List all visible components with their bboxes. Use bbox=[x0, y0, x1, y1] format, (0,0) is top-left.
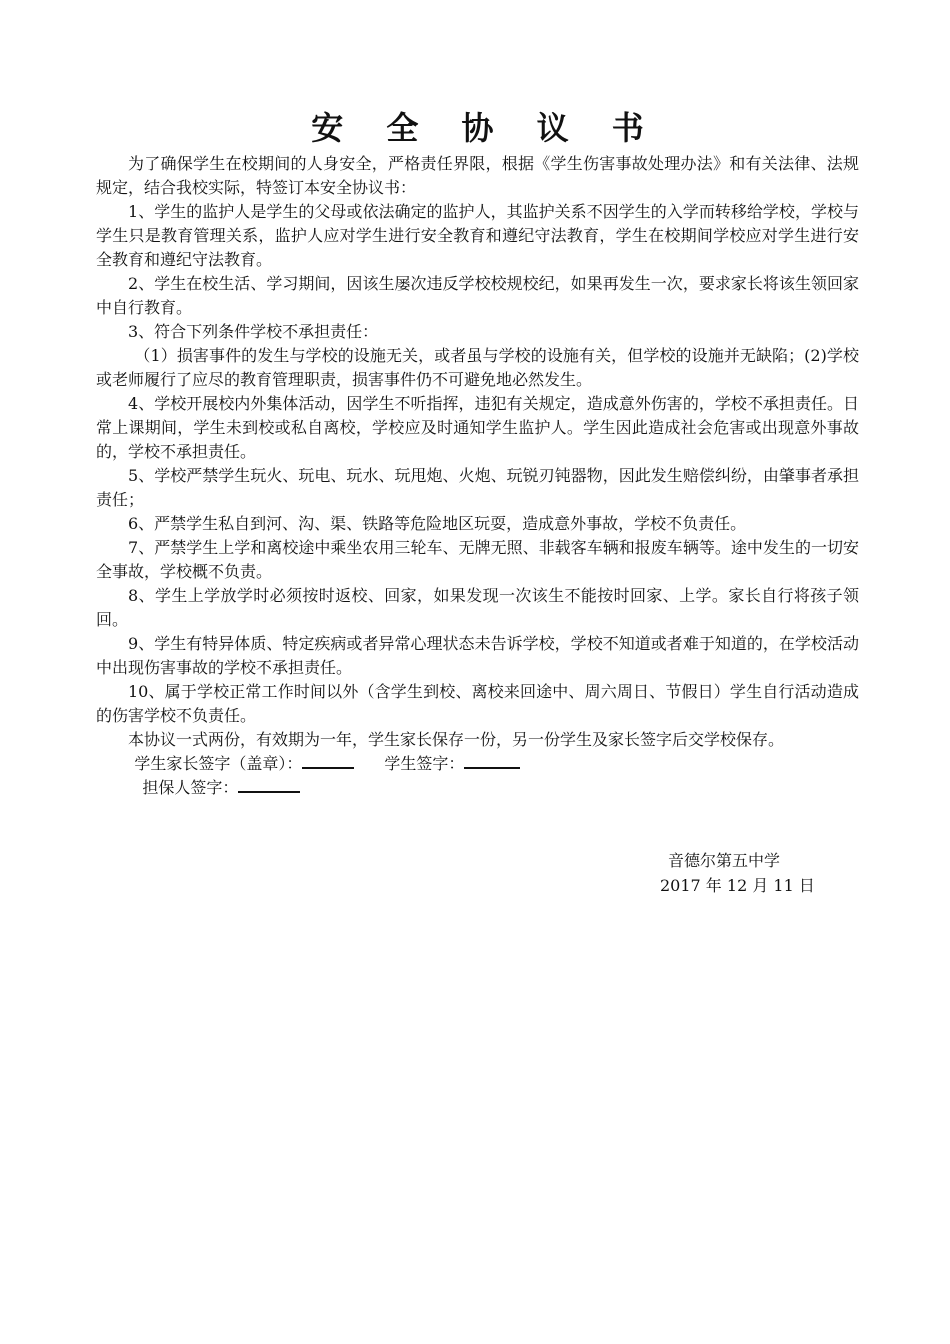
student-signature-blank bbox=[464, 753, 520, 769]
agreement-document bbox=[96, 106, 859, 800]
guarantor-row bbox=[96, 776, 859, 800]
clause-3: 3、符合下列条件学校不承担责任： bbox=[128, 322, 379, 341]
clause-8: 8、学生上学放学时必须按时返校、回家，如果发现一次该生不能按时回家、上学。家长自行将孩子领回。 bbox=[96, 586, 859, 629]
document-date: 2017 年 12 月 11 日 bbox=[660, 876, 815, 895]
clause-7: 7、严禁学生上学和离校途中乘坐农用三轮车、无牌无照、非载客车辆和报废车辆等。途中发生的一切安全事故，学校概不负责。 bbox=[96, 538, 859, 581]
guarantor-signature-blank bbox=[238, 777, 300, 793]
intro-paragraph: 为了确保学生在校期间的人身安全，严格责任界限，根据《学生伤害事故处理办法》和有关法律、法规规定，结合我校实际，特签订本安全协议书： bbox=[96, 154, 859, 197]
clause-4: 4、学校开展校内外集体活动，因学生不听指挥，违犯有关规定，造成意外伤害的，学校不承担责任。日常上课期间，学生未到校或私自离校，学校应及时通知学生监护人。学生因此造成社会危害或出现意外事故的，学校不承担责任。 bbox=[96, 394, 859, 461]
clause-1: 1、学生的监护人是学生的父母或依法确定的监护人，其监护关系不因学生的入学而转移给学校，学校与学生只是教育管理关系，监护人应对学生进行安全教育和遵纪守法教育，学生在校期间学校应对学生进行安全教育和遵纪守法教育。 bbox=[96, 202, 859, 269]
student-signature-label: 学生签字： bbox=[384, 754, 465, 773]
clause-6: 6、严禁学生私自到河、沟、渠、铁路等危险地区玩耍，造成意外事故，学校不负责任。 bbox=[128, 514, 747, 533]
closing-paragraph: 本协议一式两份，有效期为一年，学生家长保存一份，另一份学生及家长签字后交学校保存。 bbox=[128, 730, 785, 749]
school-name: 音德尔第五中学 bbox=[668, 851, 781, 870]
guarantor-signature-label: 担保人签字： bbox=[142, 778, 239, 797]
clause-2: 2、学生在校生活、学习期间，因该生屡次违反学校校规校纪，如果再发生一次，要求家长将该生领回家中自行教育。 bbox=[96, 274, 859, 317]
clause-9: 9、学生有特异体质、特定疾病或者异常心理状态未告诉学校，学校不知道或者难于知道的，在学校活动中出现伤害事故的学校不承担责任。 bbox=[96, 634, 859, 677]
clause-5: 5、学校严禁学生玩火、玩电、玩水、玩甩炮、火炮、玩锐刃钝器物，因此发生赔偿纠纷，由肇事者承担责任； bbox=[96, 466, 859, 509]
document-title: 安 全 协 议 书 bbox=[311, 109, 660, 147]
parent-signature-label: 学生家长签字（盖章）： bbox=[134, 754, 303, 773]
signature-row bbox=[96, 752, 859, 776]
clause-3-conditions: （1）损害事件的发生与学校的设施无关，或者虽与学校的设施有关，但学校的设施并无缺陷；(2)学校或老师履行了应尽的教育管理职责，损害事件仍不可避免地必然发生。 bbox=[96, 346, 859, 389]
parent-signature-blank bbox=[302, 753, 354, 769]
clause-10: 10、属于学校正常工作时间以外（含学生到校、离校来回途中、周六周日、节假日）学生自行活动造成的伤害学校不负责任。 bbox=[96, 682, 859, 725]
document-footer bbox=[640, 848, 840, 898]
